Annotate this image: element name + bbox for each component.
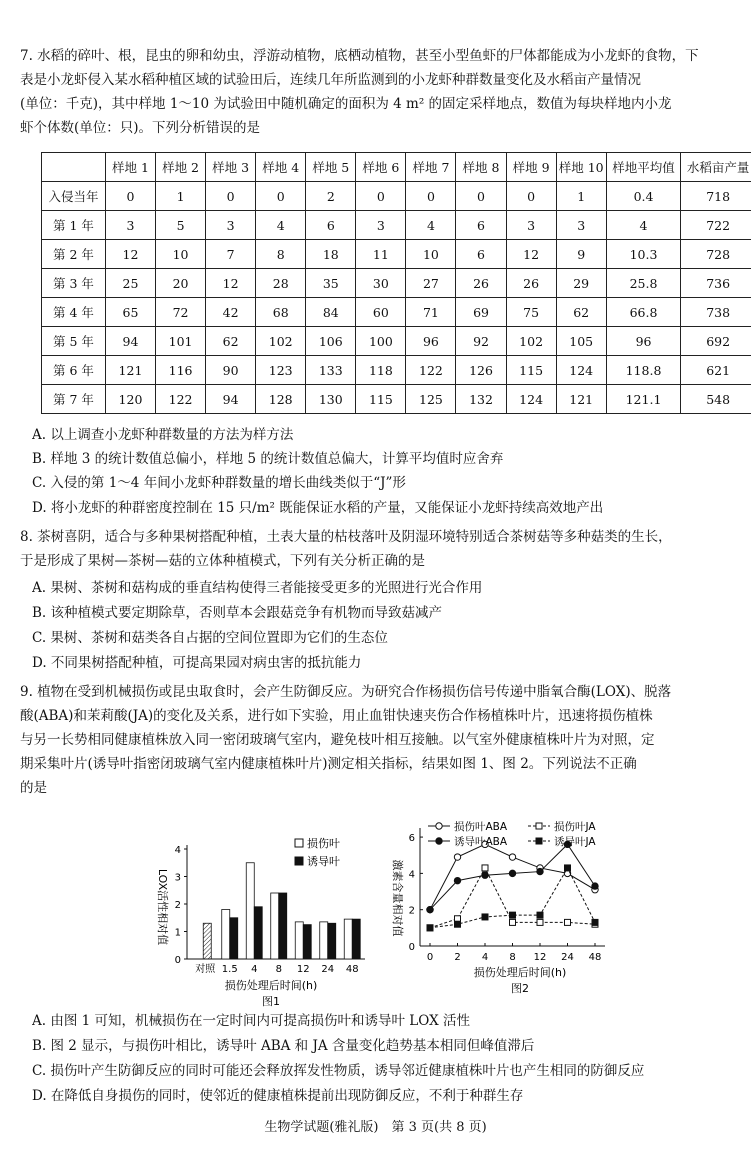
x-tick-label: 2 [454,952,461,963]
table-cell: 722 [681,211,751,240]
table-cell: 94 [206,385,256,414]
table-cell: 0 [506,182,556,211]
q8-option-b: B. 该种植模式要定期除草，否则草本会跟菇竞争有机物而导致菇减产 [32,605,443,621]
table-header-cell: 样地 3 [206,153,256,182]
figure-title: 图1 [262,995,280,1008]
series-damaged-ja-point [482,865,488,871]
table-cell: 2 [306,182,356,211]
table-header-cell: 样地 10 [556,153,606,182]
bar-damaged-leaf [320,922,328,959]
q9-line-1: 9. 植物在受到机械损伤或昆虫取食时，会产生防御反应。为研究合作杨损伤信号传递中脂氧合酶(LOX)、脱落 [20,684,672,700]
table-row-header: 第 1 年 [42,211,106,240]
q9-line-5: 的是 [20,780,47,796]
table-row [42,298,751,327]
table-cell: 0 [456,182,506,211]
x-tick-label: 8 [275,964,282,975]
q7-line-2: 表是小龙虾侵入某水稻种植区域的试验田后，连续几年所监测到的小龙虾种群数量变化及水稻亩产量情况 [20,72,641,88]
x-tick-label: 48 [588,952,602,963]
series-induced-ja-point [537,912,543,918]
x-tick-label: 1.5 [221,964,238,975]
series-induced-aba-point [509,870,515,876]
bar-induced-leaf [303,925,311,959]
x-tick-label: 8 [509,952,516,963]
table-cell: 5 [156,211,206,240]
table-cell: 20 [156,269,206,298]
table-row [42,356,751,385]
table-cell: 18 [306,240,356,269]
series-induced-ja-point [482,914,488,920]
bar-damaged-leaf [271,893,279,959]
y-tick-label: 0 [408,942,415,953]
table-row-header: 第 3 年 [42,269,106,298]
table-cell: 121 [556,385,606,414]
table-cell: 35 [306,269,356,298]
bar-damaged-leaf [246,863,254,959]
series-induced-ja-point [592,919,598,925]
table-cell: 72 [156,298,206,327]
table-cell: 65 [105,298,155,327]
x-tick-label: 48 [345,964,359,975]
q9-line-2: 酸(ABA)和茉莉酸(JA)的变化及关系，进行如下实验，用止血钳快速夹伤合作杨植株叶片，迅速将损伤植株 [20,708,653,724]
q7-option-c: C. 入侵的第 1～4 年间小龙虾种群数量的增长曲线类似于“J”形 [32,475,406,491]
table-cell: 1 [556,182,606,211]
bar-damaged-leaf [295,922,303,959]
y-tick-label: 3 [174,872,181,884]
table-cell: 0.4 [606,182,681,211]
q9-line-3: 与另一长势相同健康植株放入同一密闭玻璃气室内，避免枝叶相互接触。以气室外健康植株叶片为对照，定 [20,732,655,748]
table-cell: 548 [681,385,751,414]
bar-damaged-leaf [344,919,352,959]
table-cell: 121.1 [606,385,681,414]
legend-swatch-damaged [295,839,303,847]
table-cell: 121 [105,356,155,385]
series-damaged-aba-point [509,854,515,860]
table-cell: 123 [256,356,306,385]
table-cell: 3 [206,211,256,240]
table-cell: 126 [456,356,506,385]
table-header-cell: 样地平均值 [606,153,681,182]
bar-control [203,923,211,959]
table-cell: 115 [506,356,556,385]
table-cell: 71 [406,298,456,327]
table-row [42,182,751,211]
series-induced-ja-point [455,921,461,927]
figure-1-lox-bar-chart [145,835,375,1010]
figure-2-hormone-line-chart [380,818,630,1010]
series-damaged-ja-point [510,919,516,925]
crayfish-population-table [41,152,751,414]
q9-option-c: C. 损伤叶产生防御反应的同时可能还会释放挥发性物质，诱导邻近健康植株叶片也产生相同的防御反应 [32,1063,645,1079]
legend-marker [436,838,442,844]
bar-induced-leaf [254,907,262,959]
y-tick-label: 2 [408,905,415,917]
table-cell: 26 [506,269,556,298]
y-axis-label: 激素含量相对值 [391,859,404,937]
table-cell: 6 [456,240,506,269]
table-cell: 115 [356,385,406,414]
table-header-cell: 样地 7 [406,153,456,182]
y-axis-label: LOX活性相对值 [156,868,169,946]
table-cell: 92 [456,327,506,356]
table-cell: 75 [506,298,556,327]
table-cell: 26 [456,269,506,298]
table-cell: 42 [206,298,256,327]
table-cell: 728 [681,240,751,269]
x-axis-label: 损伤处理后时间(h) [473,966,567,979]
table-row [42,327,751,356]
x-tick-label: 4 [251,964,258,975]
question-8-stem [20,525,736,573]
q8-line-2: 于是形成了果树—茶树—菇的立体种植模式，下列有关分析正确的是 [20,553,425,569]
bar-induced-leaf [328,923,336,959]
table-cell: 29 [556,269,606,298]
table-cell: 69 [456,298,506,327]
table-cell: 736 [681,269,751,298]
table-cell: 66.8 [606,298,681,327]
q7-option-a: A. 以上调查小龙虾种群数量的方法为样方法 [32,427,294,443]
y-tick-label: 6 [408,833,415,845]
y-tick-label: 0 [174,955,181,966]
table-cell: 101 [156,327,206,356]
table-cell: 12 [105,240,155,269]
table-cell: 10 [156,240,206,269]
table-cell: 621 [681,356,751,385]
q7-line-3: (单位：千克)，其中样地 1～10 为试验田中随机确定的面积为 4 m² 的固定采样地点，数值为每块样地内小龙 [20,96,672,112]
table-cell: 27 [406,269,456,298]
table-header-cell: 样地 1 [105,153,155,182]
table-header-cell: 样地 9 [506,153,556,182]
table-row [42,385,751,414]
table-header-cell: 水稻亩产量 [681,153,751,182]
q7-option-d: D. 将小龙虾的种群密度控制在 15 只/m² 既能保证水稻的产量，又能保证小龙虾持续高效地产出 [32,500,604,516]
x-tick-label: 0 [426,952,434,963]
table-row-header: 入侵当年 [42,182,106,211]
table-cell: 128 [256,385,306,414]
q7-option-b: B. 样地 3 的统计数值总偏小，样地 5 的统计数值总偏大，计算平均值时应舍弃 [32,451,504,467]
table-cell: 692 [681,327,751,356]
legend-label-damaged: 损伤叶 [307,837,340,850]
table-cell: 62 [206,327,256,356]
question-7-stem [20,44,736,140]
legend-label: 损伤叶ABA [454,821,508,833]
table-cell: 94 [105,327,155,356]
legend-label: 诱导叶JA [554,836,596,848]
page-footer: 生物学试题(雅礼版) 第 3 页(共 8 页) [264,1120,487,1135]
q9-option-b: B. 图 2 显示，与损伤叶相比，诱导叶 ABA 和 JA 含量变化趋势基本相同但峰值滞后 [32,1038,535,1054]
table-cell: 124 [506,385,556,414]
series-damaged-ja-point [565,919,571,925]
table-row-header: 第 4 年 [42,298,106,327]
legend-marker [536,823,542,829]
table-cell: 124 [556,356,606,385]
table-cell: 0 [356,182,406,211]
q9-option-a: A. 由图 1 可知，机械损伤在一定时间内可提高损伤叶和诱导叶 LOX 活性 [32,1013,470,1029]
table-cell: 130 [306,385,356,414]
legend-label-induced: 诱导叶 [307,855,340,868]
legend-label: 诱导叶ABA [454,836,508,848]
bar-damaged-leaf [222,910,230,960]
legend-marker [536,838,542,844]
table-cell: 3 [105,211,155,240]
x-tick-label: 12 [533,952,547,963]
table-cell: 3 [556,211,606,240]
x-axis-label: 损伤处理后时间(h) [224,979,318,992]
table-row-header: 第 6 年 [42,356,106,385]
table-cell: 125 [406,385,456,414]
table-cell: 9 [556,240,606,269]
table-cell: 738 [681,298,751,327]
table-cell: 4 [406,211,456,240]
table-cell: 90 [206,356,256,385]
series-induced-aba-point [427,906,433,912]
table-cell: 718 [681,182,751,211]
table-cell: 118.8 [606,356,681,385]
series-induced-aba-point [537,868,543,874]
question-9-stem [20,680,736,800]
table-cell: 3 [506,211,556,240]
q8-option-d: D. 不同果树搭配种植，可提高果园对病虫害的抵抗能力 [32,655,362,671]
table-cell: 4 [256,211,306,240]
table-header-cell: 样地 2 [156,153,206,182]
table-cell: 0 [105,182,155,211]
table-cell: 12 [506,240,556,269]
table-cell: 10 [406,240,456,269]
table-row [42,269,751,298]
table-cell: 60 [356,298,406,327]
table-header-cell [42,153,106,182]
bar-induced-leaf [279,893,287,959]
table-cell: 0 [256,182,306,211]
table-cell: 68 [256,298,306,327]
table-cell: 120 [105,385,155,414]
bar-induced-leaf [230,918,238,959]
table-cell: 6 [306,211,356,240]
series-induced-aba-point [454,877,460,883]
q9-line-4: 期采集叶片(诱导叶指密闭玻璃气室内健康植株叶片)测定相关指标，结果如图 1、图 2。下列说法不正确 [20,756,637,772]
table-cell: 0 [406,182,456,211]
q8-option-a: A. 果树、茶树和菇构成的垂直结构使得三者能接受更多的光照进行光合作用 [32,580,483,596]
table-cell: 118 [356,356,406,385]
table-row-header: 第 7 年 [42,385,106,414]
table-header-cell: 样地 8 [456,153,506,182]
series-induced-ja-point [510,912,516,918]
series-induced-ja-point [565,865,571,871]
table-cell: 25.8 [606,269,681,298]
legend-label: 损伤叶JA [554,821,596,833]
table-header-row [42,153,751,182]
table-cell: 105 [556,327,606,356]
table-cell: 100 [356,327,406,356]
table-cell: 133 [306,356,356,385]
table-row-header: 第 5 年 [42,327,106,356]
table-cell: 11 [356,240,406,269]
table-row [42,240,751,269]
table-cell: 4 [606,211,681,240]
legend-marker [436,823,442,829]
y-tick-label: 4 [408,869,415,881]
table-header-cell: 样地 4 [256,153,306,182]
table-cell: 62 [556,298,606,327]
series-induced-aba-point [592,883,598,889]
table-cell: 84 [306,298,356,327]
table-row [42,211,751,240]
y-tick-label: 4 [174,845,181,856]
series-damaged-aba-point [454,854,460,860]
x-tick-label: 12 [296,964,310,975]
table-cell: 6 [456,211,506,240]
table-cell: 30 [356,269,406,298]
table-cell: 132 [456,385,506,414]
q7-line-1: 7. 水稻的碎叶、根，昆虫的卵和幼虫，浮游动植物，底栖动植物，甚至小型鱼虾的尸体都能成为小龙虾的食物，下 [20,48,699,64]
table-cell: 116 [156,356,206,385]
table-cell: 122 [156,385,206,414]
table-cell: 10.3 [606,240,681,269]
q7-line-4: 虾个体数(单位：只)。下列分析错误的是 [20,120,261,136]
table-row-header: 第 2 年 [42,240,106,269]
table-cell: 28 [256,269,306,298]
x-tick-label: 4 [481,952,489,963]
table-cell: 122 [406,356,456,385]
table-cell: 7 [206,240,256,269]
series-induced-ja-point [427,925,433,931]
table-cell: 106 [306,327,356,356]
x-tick-label: 24 [561,952,574,963]
table-cell: 96 [606,327,681,356]
y-tick-label: 2 [174,900,181,911]
table-cell: 12 [206,269,256,298]
legend-swatch-induced [295,857,303,865]
table-cell: 1 [156,182,206,211]
table-cell: 102 [506,327,556,356]
table-cell: 0 [206,182,256,211]
table-cell: 3 [356,211,406,240]
table-cell: 102 [256,327,306,356]
table-cell: 96 [406,327,456,356]
table-cell: 8 [256,240,306,269]
series-damaged-ja-point [537,919,543,925]
q8-line-1: 8. 茶树喜阴，适合与多种果树搭配种植，土表大量的枯枝落叶及阴湿环境特别适合茶树菇等多种菇类的生长， [20,529,672,545]
y-tick-label: 1 [174,927,181,939]
x-tick-label: 24 [321,964,335,975]
table-cell: 25 [105,269,155,298]
x-tick-label: 对照 [195,964,216,975]
q9-option-d: D. 在降低自身损伤的同时，使邻近的健康植株提前出现防御反应，不利于种群生存 [32,1088,524,1104]
bar-induced-leaf [352,919,360,959]
table-header-cell: 样地 5 [306,153,356,182]
figure-title: 图2 [511,982,529,995]
table-header-cell: 样地 6 [356,153,406,182]
q8-option-c: C. 果树、茶树和菇类各自占据的空间位置即为它们的生态位 [32,630,388,646]
